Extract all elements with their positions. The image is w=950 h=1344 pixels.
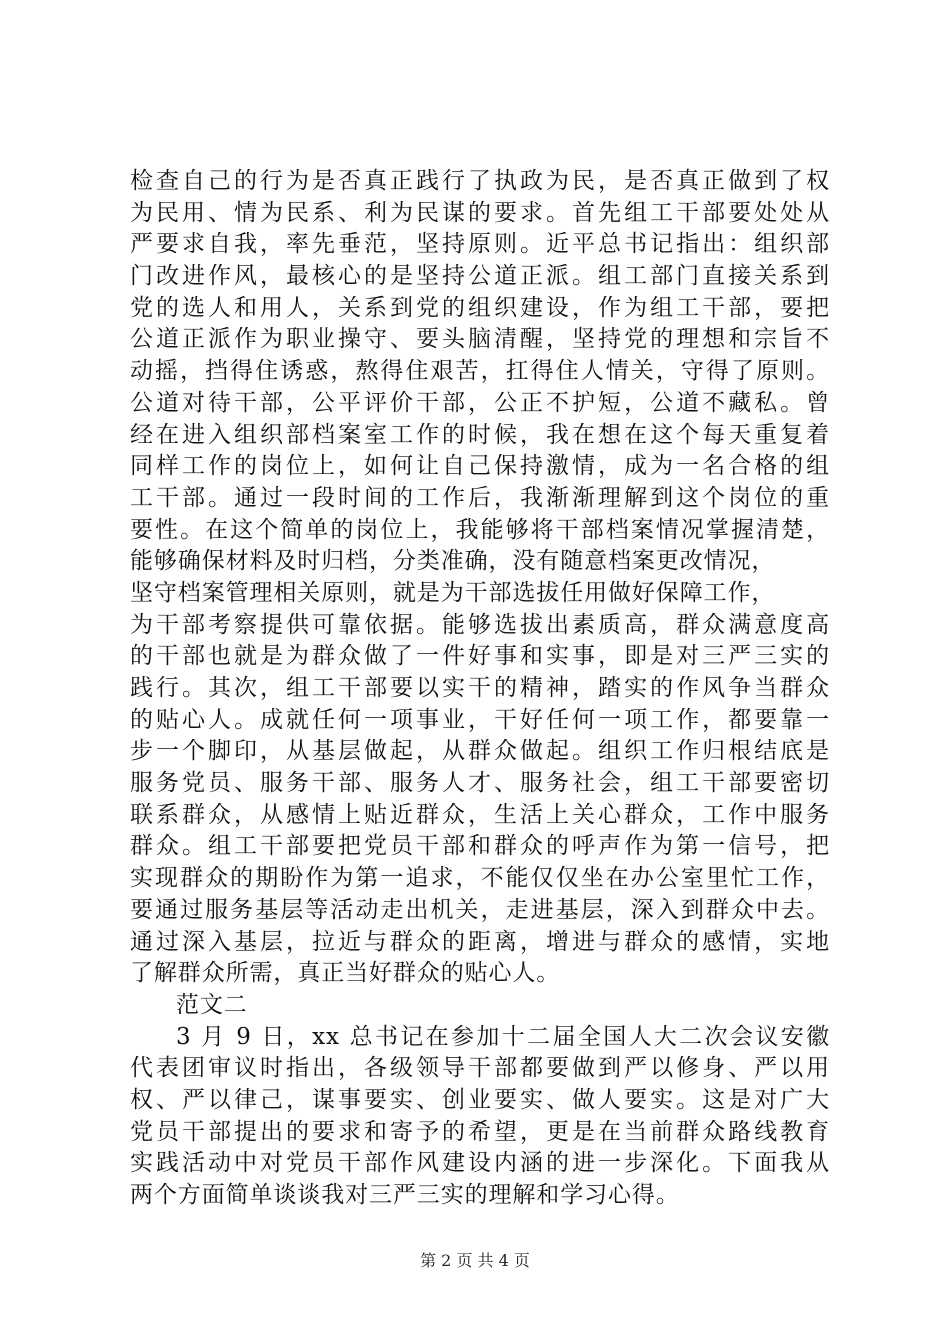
text-line: 为民用、情为民系、利为民谋的要求。首先组工干部要处处从 [130, 199, 830, 226]
text-line: 联系群众，从感情上贴近群众，生活上关心群众，工作中服务 [130, 801, 830, 828]
text-line: 的贴心人。成就任何一项事业，干好任何一项工作，都要靠一 [130, 706, 830, 733]
text-line: 能够确保材料及时归档，分类准确，没有随意档案更改情况， [130, 548, 776, 575]
text-line: 权、严以律己，谋事要实、创业要实、做人要实。这是对广大 [130, 1086, 830, 1113]
text-line: 实践活动中对党员干部作风建设内涵的进一步深化。下面我从 [130, 1150, 830, 1177]
text-line: 践行。其次，组工干部要以实干的精神，踏实的作风争当群众 [130, 675, 830, 701]
text-line: 严要求自我，率先垂范，坚持原则。近平总书记指出：组织部 [130, 231, 830, 258]
text-line: 党的选人和用人，关系到党的组织建设，作为组工干部，要把 [130, 294, 830, 321]
text-line: 检查自己的行为是否真正践行了执政为民，是否真正做到了权 [130, 168, 830, 194]
text-line: 了解群众所需，真正当好群众的贴心人。 [130, 960, 561, 987]
document-body [130, 166, 830, 1212]
text-line: 步一个脚印，从基层做起，从群众做起。组织工作归根结底是 [130, 738, 830, 765]
text-line: 代表团审议时指出，各级领导干部都要做到严以修身、严以用 [130, 1055, 830, 1082]
text-line: 服务党员、服务干部、服务人才、服务社会，组工干部要密切 [130, 770, 830, 797]
text-line: 公道正派作为职业操守、要头脑清醒，坚持党的理想和宗旨不 [130, 326, 830, 353]
text-line: 通过深入基层，拉近与群众的距离，增进与群众的感情，实地 [130, 928, 830, 955]
text-line: 公道对待干部，公平评价干部，公正不护短，公道不藏私。曾 [130, 389, 830, 416]
text-line: 为干部考察提供可靠依据。能够选拔出素质高，群众满意度高 [130, 611, 830, 638]
section-heading: 范文二 [176, 991, 248, 1018]
text-line: 要性。在这个简单的岗位上，我能够将干部档案情况掌握清楚， [130, 516, 830, 543]
text-line: 门改进作风，最核心的是坚持公道正派。组工部门直接关系到 [130, 263, 830, 290]
text-line: 工干部。通过一段时间的工作后，我渐渐理解到这个岗位的重 [130, 484, 830, 511]
text-line: 两个方面简单谈谈我对三严三实的理解和学习心得。 [130, 1182, 680, 1208]
text-line: 实现群众的期盼作为第一追求，不能仅仅坐在办公室里忙工作， [130, 865, 830, 892]
page-footer: 第 2 页 共 4 页 [420, 1251, 530, 1270]
text-line: 群众。组工干部要把党员干部和群众的呼声作为第一信号，把 [130, 833, 830, 860]
text-line: 党员干部提出的要求和寄予的希望，更是在当前群众路线教育 [130, 1118, 830, 1145]
text-line: 同样工作的岗位上，如何让自己保持激情，成为一名合格的组 [130, 453, 830, 480]
text-line: 坚守档案管理相关原则，就是为干部选拔任用做好保障工作， [130, 579, 776, 606]
text-line: 的干部也就是为群众做了一件好事和实事，即是对三严三实的 [130, 643, 830, 670]
text-line: 经在进入组织部档案室工作的时候，我在想在这个每天重复着 [130, 421, 830, 448]
text-line: 要通过服务基层等活动走出机关，走进基层，深入到群众中去。 [130, 896, 830, 923]
text-line: 3 月 9 日，xx 总书记在参加十二届全国人大二次会议安徽 [176, 1023, 830, 1050]
text-line: 动摇，挡得住诱惑，熬得住艰苦，扛得住人情关，守得了原则。 [130, 358, 830, 385]
